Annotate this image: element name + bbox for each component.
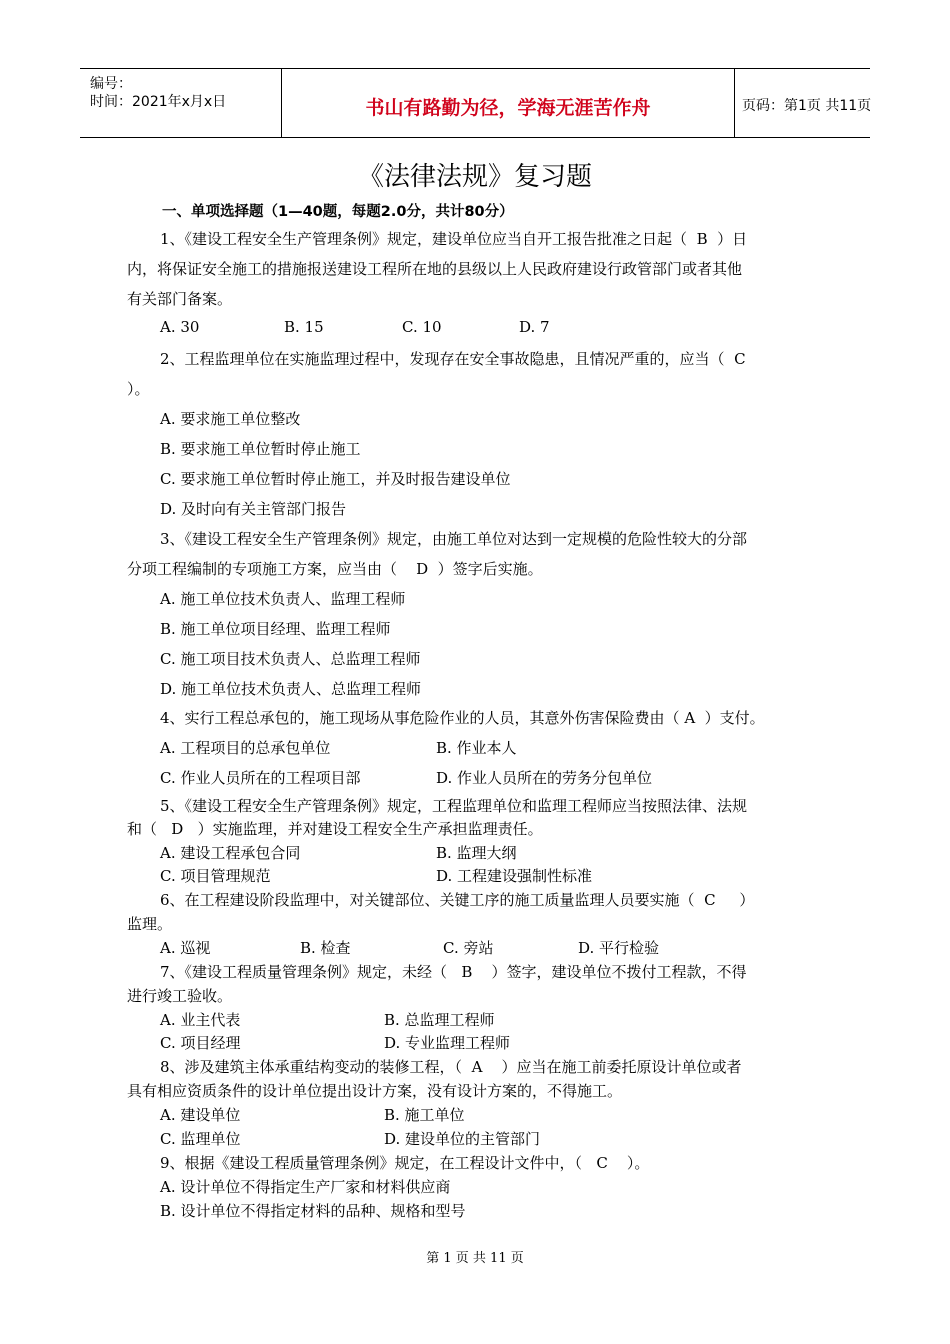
question-7-line-2: 进行竣工验收。: [127, 987, 233, 1005]
document-date-label: 时间：2021年x月x日: [90, 94, 227, 110]
option-1c: C. 10: [402, 318, 442, 336]
option-4c: C. 作业人员所在的工程项目部: [160, 769, 361, 787]
question-2-line-2: ）。: [127, 380, 150, 398]
question-7-line-1: 7、《建设工程质量管理条例》规定，未经（ B ）签字，建设单位不拨付工程款，不得: [160, 963, 747, 981]
option-7b: B. 总监理工程师: [384, 1011, 495, 1029]
document-title: 《法律法规》复习题: [357, 162, 592, 192]
option-8b: B. 施工单位: [384, 1106, 465, 1124]
option-3b: B. 施工单位项目经理、监理工程师: [160, 620, 391, 638]
header-page-cell: [734, 69, 870, 137]
header-page-info: 页码：第1页 共11页: [742, 98, 872, 114]
option-3a: A. 施工单位技术负责人、监理工程师: [160, 590, 406, 608]
option-2d: D. 及时向有关主管部门报告: [160, 500, 347, 518]
header-motto: 书山有路勤为径，学海无涯苦作舟: [365, 97, 651, 119]
option-8c: C. 监理单位: [160, 1130, 241, 1148]
option-1a: A. 30: [160, 318, 200, 336]
question-8-line-1: 8、涉及建筑主体承重结构变动的装修工程，（ A ）应当在施工前委托原设计单位或者: [160, 1058, 742, 1076]
question-3-line-1: 3、《建设工程安全生产管理条例》规定，由施工单位对达到一定规模的危险性较大的分部: [160, 530, 748, 548]
question-1-line-1: 1、《建设工程安全生产管理条例》规定，建设单位应当自开工报告批准之日起（ B ）日: [160, 230, 748, 248]
option-4a: A. 工程项目的总承包单位: [160, 739, 331, 757]
option-3c: C. 施工项目技术负责人、总监理工程师: [160, 650, 421, 668]
option-2c: C. 要求施工单位暂时停止施工，并及时报告建设单位: [160, 470, 511, 488]
header-meta: [80, 69, 281, 137]
question-5-line-1: 5、《建设工程安全生产管理条例》规定，工程监理单位和监理工程师应当按照法律、法规: [160, 797, 748, 815]
option-7a: A. 业主代表: [160, 1011, 241, 1029]
option-6c: C. 旁站: [443, 939, 494, 957]
option-6a: A. 巡视: [160, 939, 211, 957]
section-heading: 一、单项选择题（1—40题，每题2.0分，共计80分）: [162, 204, 514, 220]
question-5-line-2: 和（ D ）实施监理，并对建设工程安全生产承担监理责任。: [127, 820, 543, 838]
option-4b: B. 作业本人: [436, 739, 517, 757]
page-header: [80, 68, 870, 138]
option-1d: D. 7: [519, 318, 550, 336]
question-1-line-2: 内，将保证安全施工的措施报送建设工程所在地的县级以上人民政府建设行政管部门或者其他: [127, 260, 743, 278]
option-7c: C. 项目经理: [160, 1034, 241, 1052]
question-6-line-2: 监理。: [127, 915, 173, 933]
option-5b: B. 监理大纲: [436, 844, 517, 862]
question-4-line-1: 4、实行工程总承包的，施工现场从事危险作业的人员，其意外伤害保险费由（ A ）支付。: [160, 709, 765, 727]
question-1-line-3: 有关部门备案。: [127, 290, 233, 308]
document-number-label: 编号：: [90, 76, 132, 92]
option-5a: A. 建设工程承包合同: [160, 844, 301, 862]
question-2-line-1: 2、工程监理单位在实施监理过程中，发现存在安全事故隐患，且情况严重的，应当（ C: [160, 350, 746, 368]
question-3-line-2: 分项工程编制的专项施工方案，应当由（ D ）签字后实施。: [127, 560, 543, 578]
option-8d: D. 建设单位的主管部门: [384, 1130, 541, 1148]
question-9-line-1: 9、根据《建设工程质量管理条例》规定，在工程设计文件中，（ C ）。: [160, 1154, 650, 1172]
option-5d: D. 工程建设强制性标准: [436, 867, 593, 885]
option-5c: C. 项目管理规范: [160, 867, 271, 885]
question-6-line-1: 6、在工程建设阶段监理中，对关键部位、关键工序的施工质量监理人员要实施（ C ）: [160, 891, 755, 909]
option-4d: D. 作业人员所在的劳务分包单位: [436, 769, 653, 787]
option-2a: A. 要求施工单位整改: [160, 410, 301, 428]
option-6b: B. 检查: [300, 939, 351, 957]
option-7d: D. 专业监理工程师: [384, 1034, 511, 1052]
option-9a: A. 设计单位不得指定生产厂家和材料供应商: [160, 1178, 451, 1196]
question-8-line-2: 具有相应资质条件的设计单位提出设计方案，没有设计方案的，不得施工。: [127, 1082, 623, 1100]
option-8a: A. 建设单位: [160, 1106, 241, 1124]
page-footer: 第 1 页 共 11 页: [426, 1251, 524, 1266]
header-motto-cell: [281, 69, 735, 137]
option-3d: D. 施工单位技术负责人、总监理工程师: [160, 680, 422, 698]
option-6d: D. 平行检验: [578, 939, 660, 957]
option-1b: B. 15: [284, 318, 324, 336]
option-9b: B. 设计单位不得指定材料的品种、规格和型号: [160, 1202, 466, 1220]
option-2b: B. 要求施工单位暂时停止施工: [160, 440, 361, 458]
